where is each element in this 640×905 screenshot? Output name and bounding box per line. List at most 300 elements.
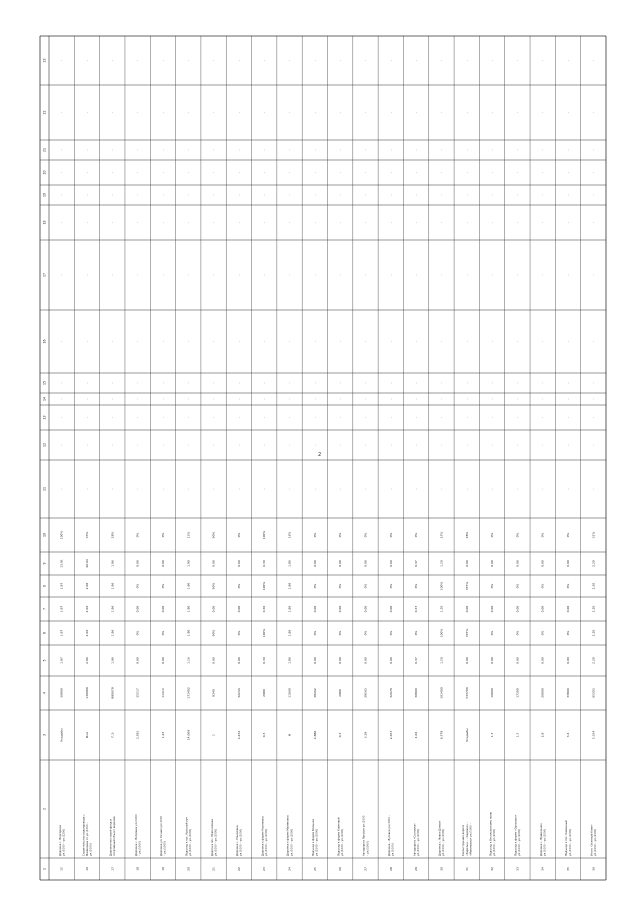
row-27-empty-cell: - xyxy=(363,340,368,343)
row-30-c7: 1,50 xyxy=(439,605,444,613)
row-25-c10: 0% xyxy=(312,532,317,538)
row-28-c4: 32070 xyxy=(388,688,393,698)
row-29-empty-cell: - xyxy=(414,382,419,384)
row-20-c6: 1,90 xyxy=(186,629,191,637)
row-32-empty-cell: - xyxy=(490,171,495,174)
row-22-empty-cell: - xyxy=(236,111,241,114)
row-15-c8: 1,97 xyxy=(59,582,64,590)
row-23-empty-cell: - xyxy=(262,194,267,196)
row-19-empty-cell: - xyxy=(160,194,165,196)
row-29-c7: 0,37 xyxy=(414,605,419,613)
row-33-empty-cell: - xyxy=(515,340,520,343)
row-32-empty-cell: - xyxy=(490,111,495,114)
row-31-name-line: «Заречье» – «Садовое» – xyxy=(465,821,469,856)
row-31-c3: Усадьбы xyxy=(464,728,469,742)
row-23-empty-cell: - xyxy=(262,171,267,174)
row-27-c4: 29563 xyxy=(363,688,368,698)
row-22-empty-cell: - xyxy=(236,59,241,62)
row-36-c10: 31% xyxy=(591,531,596,539)
row-27-empty-cell: - xyxy=(363,398,368,400)
row-21-c8: 90% xyxy=(211,582,216,590)
row-17-empty-cell: - xyxy=(110,149,115,151)
row-31-empty-cell: - xyxy=(464,340,469,343)
column-header-17: 17 xyxy=(42,272,47,278)
row-23-empty-cell: - xyxy=(262,149,267,151)
row-25-empty-cell: - xyxy=(312,382,317,384)
row-32-c3: 1,7 xyxy=(490,732,495,738)
row-24-empty-cell: - xyxy=(287,488,292,490)
row-30-empty-cell: - xyxy=(439,488,444,490)
row-30-empty-cell: - xyxy=(439,171,444,174)
row-28-empty-cell: - xyxy=(388,274,393,276)
row-21-empty-cell: - xyxy=(211,416,216,419)
row-33-c5: 0,00 xyxy=(515,657,520,664)
row-34-empty-cell: - xyxy=(540,221,545,224)
row-32-n: 32 xyxy=(490,867,495,871)
row-35-empty-cell: - xyxy=(566,194,571,196)
row-33-n: 33 xyxy=(515,867,520,871)
row-15-c9: 13,91 xyxy=(59,559,64,568)
row-15-name-line: ул.(1000 – ул.(1200) xyxy=(62,828,66,856)
row-20-c4: 171402 xyxy=(186,687,191,699)
row-22-c10: 0% xyxy=(236,532,241,538)
row-15-c3: Усадьбы xyxy=(59,728,64,742)
row-17-empty-cell: - xyxy=(110,111,115,114)
row-35-c10: 0% xyxy=(566,532,571,538)
row-23-c7: 0,30 xyxy=(262,605,267,613)
column-header-12: 12 xyxy=(42,442,47,448)
row-22-empty-cell: - xyxy=(236,274,241,276)
row-26-name-line: Подъезд к ферме Ключевой xyxy=(337,817,341,856)
row-35-c6: 0% xyxy=(566,630,571,636)
column-header-22: 22 xyxy=(42,110,47,115)
row-21-name-line: Дорога в пос. Новоселовка xyxy=(210,819,214,856)
row-17-c4: 880078 xyxy=(110,687,115,699)
row-18-c9: 0,00 xyxy=(135,560,140,567)
row-17-empty-cell: - xyxy=(110,171,115,174)
row-22-name-line: Дорожка с. Ульяновка xyxy=(236,825,240,856)
row-35-empty-cell: - xyxy=(566,340,571,343)
row-32-empty-cell: - xyxy=(490,416,495,419)
row-19-empty-cell: - xyxy=(160,444,165,446)
row-17-n: 17 xyxy=(110,867,115,871)
row-20-n: 20 xyxy=(186,867,191,871)
row-29-empty-cell: - xyxy=(414,111,419,114)
row-32-c5: 0,00 xyxy=(490,657,495,664)
row-21-c10: 90% xyxy=(211,531,216,539)
row-18-empty-cell: - xyxy=(135,171,140,174)
row-19-c4: 11413 xyxy=(160,688,165,698)
row-20-empty-cell: - xyxy=(186,398,191,400)
row-21-empty-cell: - xyxy=(211,444,216,446)
row-16-empty-cell: - xyxy=(84,416,89,419)
row-17-empty-cell: - xyxy=(110,221,115,224)
row-15-c6: 1,97 xyxy=(59,629,64,637)
row-28-c10: 0% xyxy=(388,532,393,538)
row-16-empty-cell: - xyxy=(84,444,89,446)
row-19-empty-cell: - xyxy=(160,149,165,151)
row-27-empty-cell: - xyxy=(363,59,368,62)
row-15-c7: 1,97 xyxy=(59,605,64,613)
row-27-empty-cell: - xyxy=(363,382,368,384)
row-33-c4: 17300 xyxy=(515,688,520,698)
column-header-20: 20 xyxy=(42,170,47,175)
row-18-c6: 0% xyxy=(135,630,140,636)
row-26-empty-cell: - xyxy=(338,488,343,490)
row-32-empty-cell: - xyxy=(490,221,495,224)
row-29-empty-cell: - xyxy=(414,340,419,343)
row-17-empty-cell: - xyxy=(110,59,115,62)
row-25-c9: 0,00 xyxy=(312,560,317,567)
row-24-n: 24 xyxy=(287,867,292,871)
row-31-c6: 375% xyxy=(464,628,469,638)
row-20-empty-cell: - xyxy=(186,340,191,343)
row-22-c9: 0,00 xyxy=(236,560,241,567)
row-16-empty-cell: - xyxy=(84,274,89,276)
row-18-empty-cell: - xyxy=(135,59,140,62)
row-34-empty-cell: - xyxy=(540,59,545,62)
row-17-name-line: спортивный объект водоема xyxy=(113,816,117,856)
row-20-empty-cell: - xyxy=(186,274,191,276)
row-35-empty-cell: - xyxy=(566,382,571,384)
row-35-empty-cell: - xyxy=(566,416,571,419)
row-18-c4: 35517 xyxy=(135,688,140,698)
row-36-empty-cell: - xyxy=(591,59,596,62)
row-24-empty-cell: - xyxy=(287,444,292,446)
row-25-c3: 4,886 xyxy=(312,730,317,740)
row-18-c5: 0,00 xyxy=(135,657,140,664)
row-21-empty-cell: - xyxy=(211,111,216,114)
row-33-name-line: Подъезд к ферме «Ореховое» xyxy=(514,814,518,856)
row-21-empty-cell: - xyxy=(211,398,216,400)
row-15-empty-cell: - xyxy=(59,416,64,419)
row-17-c7: 1,96 xyxy=(110,605,115,613)
row-23-empty-cell: - xyxy=(262,340,267,343)
row-27-empty-cell: - xyxy=(363,149,368,151)
row-28-name-line: ул.(1000) xyxy=(391,843,395,856)
row-25-c7: 0,00 xyxy=(312,605,317,613)
row-15-empty-cell: - xyxy=(59,340,64,343)
row-30-empty-cell: - xyxy=(439,416,444,419)
row-33-empty-cell: - xyxy=(515,221,520,224)
row-22-c7: 0,00 xyxy=(236,605,241,613)
row-21-empty-cell: - xyxy=(211,221,216,224)
row-30-empty-cell: - xyxy=(439,194,444,196)
row-34-empty-cell: - xyxy=(540,488,545,490)
row-24-empty-cell: - xyxy=(287,194,292,196)
row-21-empty-cell: - xyxy=(211,274,216,276)
row-25-empty-cell: - xyxy=(312,416,317,419)
row-33-empty-cell: - xyxy=(515,398,520,400)
row-19-name-line: – ул.(1000) xyxy=(163,841,167,856)
row-36-c7: 2,20 xyxy=(591,605,596,613)
row-27-c6: 0% xyxy=(363,630,368,636)
row-26-c4: 2980 xyxy=(338,689,343,697)
row-26-empty-cell: - xyxy=(338,274,343,276)
row-36-empty-cell: - xyxy=(591,171,596,174)
row-35-c7: 0,00 xyxy=(566,605,571,613)
row-29-empty-cell: - xyxy=(414,171,419,174)
row-36-empty-cell: - xyxy=(591,382,596,384)
row-32-empty-cell: - xyxy=(490,398,495,400)
row-30-c4: 101400 xyxy=(439,687,444,699)
row-36-n: 36 xyxy=(591,867,596,871)
row-33-c10: 0% xyxy=(515,532,520,538)
row-35-empty-cell: - xyxy=(566,171,571,174)
row-30-empty-cell: - xyxy=(439,382,444,384)
row-26-empty-cell: - xyxy=(338,59,343,62)
row-22-empty-cell: - xyxy=(236,194,241,196)
row-36-empty-cell: - xyxy=(591,149,596,151)
row-27-c9: 0,00 xyxy=(363,560,368,567)
row-33-name-line: ул.(1000 – ул.(1000) xyxy=(518,828,522,856)
row-24-empty-cell: - xyxy=(287,111,292,114)
row-36-c8: 2,20 xyxy=(591,582,596,590)
row-15-empty-cell: - xyxy=(59,149,64,151)
row-20-c9: 1,90 xyxy=(186,560,191,567)
row-23-empty-cell: - xyxy=(262,444,267,446)
row-21-empty-cell: - xyxy=(211,59,216,62)
row-36-empty-cell: - xyxy=(591,416,596,419)
row-20-empty-cell: - xyxy=(186,382,191,384)
row-26-empty-cell: - xyxy=(338,221,343,224)
column-header-8: 8 xyxy=(42,584,47,588)
row-17-c3: Г.Э xyxy=(110,732,115,738)
row-18-empty-cell: - xyxy=(135,444,140,446)
row-31-empty-cell: - xyxy=(464,488,469,490)
row-23-empty-cell: - xyxy=(262,416,267,419)
row-26-empty-cell: - xyxy=(338,340,343,343)
row-21-name-line: ул.(1000 – ул.(1000) xyxy=(214,828,218,856)
row-33-empty-cell: - xyxy=(515,382,520,384)
row-30-empty-cell: - xyxy=(439,59,444,62)
row-18-empty-cell: - xyxy=(135,194,140,196)
row-18-name-line: Дорожка с. Петровка ул.(1000 xyxy=(134,814,138,856)
row-28-empty-cell: - xyxy=(388,149,393,151)
row-31-empty-cell: - xyxy=(464,398,469,400)
column-header-11: 11 xyxy=(42,486,47,492)
row-17-empty-cell: - xyxy=(110,416,115,419)
row-33-empty-cell: - xyxy=(515,274,520,276)
row-31-c5: 0,00 xyxy=(464,657,469,664)
row-20-empty-cell: - xyxy=(186,221,191,224)
row-30-empty-cell: - xyxy=(439,274,444,276)
row-36-c5: 2,20 xyxy=(591,657,596,664)
row-16-name-line: Строительство водопровода с. xyxy=(82,813,86,856)
row-21-c9: 0,00 xyxy=(211,560,216,567)
row-24-empty-cell: - xyxy=(287,340,292,343)
row-32-c6: 0% xyxy=(490,630,495,636)
row-16-c4: 130099 xyxy=(84,687,89,699)
row-30-name-line: Дорожка с. Новое Деевое xyxy=(438,820,442,856)
row-16-c7: 4,04 xyxy=(84,605,89,613)
row-36-c4: 65203 xyxy=(591,688,596,698)
row-25-empty-cell: - xyxy=(312,274,317,276)
row-18-c7: 0,00 xyxy=(135,605,140,613)
row-26-empty-cell: - xyxy=(338,111,343,114)
row-22-empty-cell: - xyxy=(236,488,241,490)
column-header-2: 2 xyxy=(42,807,47,811)
row-30-empty-cell: - xyxy=(439,149,444,151)
row-30-n: 30 xyxy=(439,867,444,871)
row-28-c9: 0,00 xyxy=(388,560,393,567)
row-29-empty-cell: - xyxy=(414,444,419,446)
row-19-n: 19 xyxy=(160,867,165,871)
row-27-empty-cell: - xyxy=(363,194,368,196)
row-23-c4: 2980 xyxy=(262,689,267,697)
row-24-empty-cell: - xyxy=(287,382,292,384)
row-34-c10: 0% xyxy=(540,532,545,538)
row-28-empty-cell: - xyxy=(388,444,393,446)
row-30-c6: 100% xyxy=(439,628,444,638)
row-29-empty-cell: - xyxy=(414,194,419,196)
row-29-c9: 0,37 xyxy=(414,560,419,567)
row-18-empty-cell: - xyxy=(135,221,140,224)
row-24-name-line: ул.(1000 – ул.(1000) xyxy=(290,828,294,856)
row-20-c10: 13% xyxy=(186,531,191,539)
row-31-c4: 533706 xyxy=(464,687,469,699)
row-19-empty-cell: - xyxy=(160,488,165,490)
row-23-c3: 0,3 xyxy=(262,732,267,738)
row-20-empty-cell: - xyxy=(186,59,191,62)
row-32-c10: 0% xyxy=(490,532,495,538)
row-35-c8: 0% xyxy=(566,583,571,589)
row-18-empty-cell: - xyxy=(135,488,140,490)
row-17-c6: 1,96 xyxy=(110,629,115,637)
row-31-empty-cell: - xyxy=(464,274,469,276)
row-35-c5: 0,00 xyxy=(566,657,571,664)
row-34-n: 34 xyxy=(540,867,545,871)
row-17-c5: 1,96 xyxy=(110,657,115,664)
row-17-c8: 1,96 xyxy=(110,582,115,590)
column-header-6: 6 xyxy=(42,631,47,635)
row-18-n: 18 xyxy=(135,867,140,871)
column-header-19: 19 xyxy=(42,192,47,198)
row-19-c5: 0,00 xyxy=(160,657,165,664)
row-34-c3: 2,8 xyxy=(540,732,545,738)
row-15-name-line: Дорожка с. Подгорное xyxy=(58,824,62,856)
row-36-c6: 2,20 xyxy=(591,629,596,637)
row-36-empty-cell: - xyxy=(591,444,596,446)
row-18-empty-cell: - xyxy=(135,398,140,400)
row-17-empty-cell: - xyxy=(110,274,115,276)
row-30-c8: 100% xyxy=(439,581,444,591)
row-24-empty-cell: - xyxy=(287,171,292,174)
row-33-empty-cell: - xyxy=(515,149,520,151)
row-33-empty-cell: - xyxy=(515,111,520,114)
column-header-1: 1 xyxy=(42,867,47,871)
row-16-empty-cell: - xyxy=(84,149,89,151)
row-31-empty-cell: - xyxy=(464,416,469,419)
row-22-empty-cell: - xyxy=(236,149,241,151)
row-20-empty-cell: - xyxy=(186,171,191,174)
row-33-empty-cell: - xyxy=(515,416,520,419)
row-27-empty-cell: - xyxy=(363,444,368,446)
row-24-c10: 16% xyxy=(287,531,292,539)
row-29-c10: 0% xyxy=(414,532,419,538)
row-16-empty-cell: - xyxy=(84,340,89,343)
row-29-empty-cell: - xyxy=(414,149,419,151)
row-16-empty-cell: - xyxy=(84,194,89,196)
row-20-empty-cell: - xyxy=(186,444,191,446)
row-27-empty-cell: - xyxy=(363,416,368,419)
row-35-c4: 33800 xyxy=(566,688,571,698)
row-17-empty-cell: - xyxy=(110,340,115,343)
row-34-empty-cell: - xyxy=(540,194,545,196)
row-25-empty-cell: - xyxy=(312,59,317,62)
row-35-empty-cell: - xyxy=(566,111,571,114)
row-24-c8: 1,86 xyxy=(287,582,292,590)
row-23-empty-cell: - xyxy=(262,488,267,490)
row-34-empty-cell: - xyxy=(540,171,545,174)
row-20-empty-cell: - xyxy=(186,149,191,151)
row-28-empty-cell: - xyxy=(388,340,393,343)
row-33-empty-cell: - xyxy=(515,194,520,196)
row-28-name-line: Дорожка – Луговка ул.(1000 – xyxy=(387,815,391,856)
row-23-empty-cell: - xyxy=(262,221,267,224)
row-19-empty-cell: - xyxy=(160,274,165,276)
row-29-c5: 0,37 xyxy=(414,657,419,664)
row-34-name-line: Дорожка с. Привольное xyxy=(539,823,543,856)
row-23-n: 23 xyxy=(262,867,267,871)
row-17-c9: 1,96 xyxy=(110,560,115,567)
row-17-empty-cell: - xyxy=(110,382,115,384)
page-number: 2 xyxy=(318,452,322,458)
row-15-empty-cell: - xyxy=(59,382,64,384)
row-24-empty-cell: - xyxy=(287,398,292,400)
row-35-empty-cell: - xyxy=(566,488,571,490)
row-22-empty-cell: - xyxy=(236,340,241,343)
row-33-c8: 0% xyxy=(515,583,520,589)
row-21-c3: 1 xyxy=(211,734,216,736)
row-35-empty-cell: - xyxy=(566,59,571,62)
row-23-name-line: ул.(1000 – ул.(1000) xyxy=(265,828,269,856)
row-19-c3: 1,43 xyxy=(160,731,165,739)
row-19-c10: 0% xyxy=(160,532,165,538)
row-25-empty-cell: - xyxy=(312,221,317,224)
row-32-empty-cell: - xyxy=(490,149,495,151)
row-27-empty-cell: - xyxy=(363,171,368,174)
row-32-name-line: ул.(1000 – ул.(1000) xyxy=(492,828,496,856)
row-25-empty-cell: - xyxy=(312,398,317,400)
row-31-empty-cell: - xyxy=(464,194,469,196)
row-21-empty-cell: - xyxy=(211,340,216,343)
row-32-empty-cell: - xyxy=(490,59,495,62)
row-27-c3: 3,39 xyxy=(363,731,368,739)
row-15-empty-cell: - xyxy=(59,274,64,276)
row-27-n: 27 xyxy=(363,867,368,871)
row-22-empty-cell: - xyxy=(236,221,241,224)
row-16-c5: 2,06 xyxy=(84,657,89,664)
row-27-empty-cell: - xyxy=(363,274,368,276)
row-26-c9: 0,00 xyxy=(338,560,343,567)
row-36-c9: 2,20 xyxy=(591,560,596,567)
row-19-c8: 0% xyxy=(160,583,165,589)
row-36-empty-cell: - xyxy=(591,398,596,400)
row-36-name-line: Итого «Зеленый Клин» xyxy=(590,824,594,856)
row-27-c7: 0,00 xyxy=(363,605,368,613)
row-23-c9: 0,30 xyxy=(262,560,267,567)
row-16-empty-cell: - xyxy=(84,171,89,174)
row-34-c9: 0,00 xyxy=(540,560,545,567)
row-35-n: 35 xyxy=(566,867,571,871)
row-34-empty-cell: - xyxy=(540,444,545,446)
row-21-n: 21 xyxy=(211,867,216,871)
column-header-18: 18 xyxy=(42,220,47,225)
column-header-5: 5 xyxy=(42,659,47,662)
row-22-c4: 32244 xyxy=(236,688,241,698)
row-22-c5: 0,00 xyxy=(236,657,241,664)
